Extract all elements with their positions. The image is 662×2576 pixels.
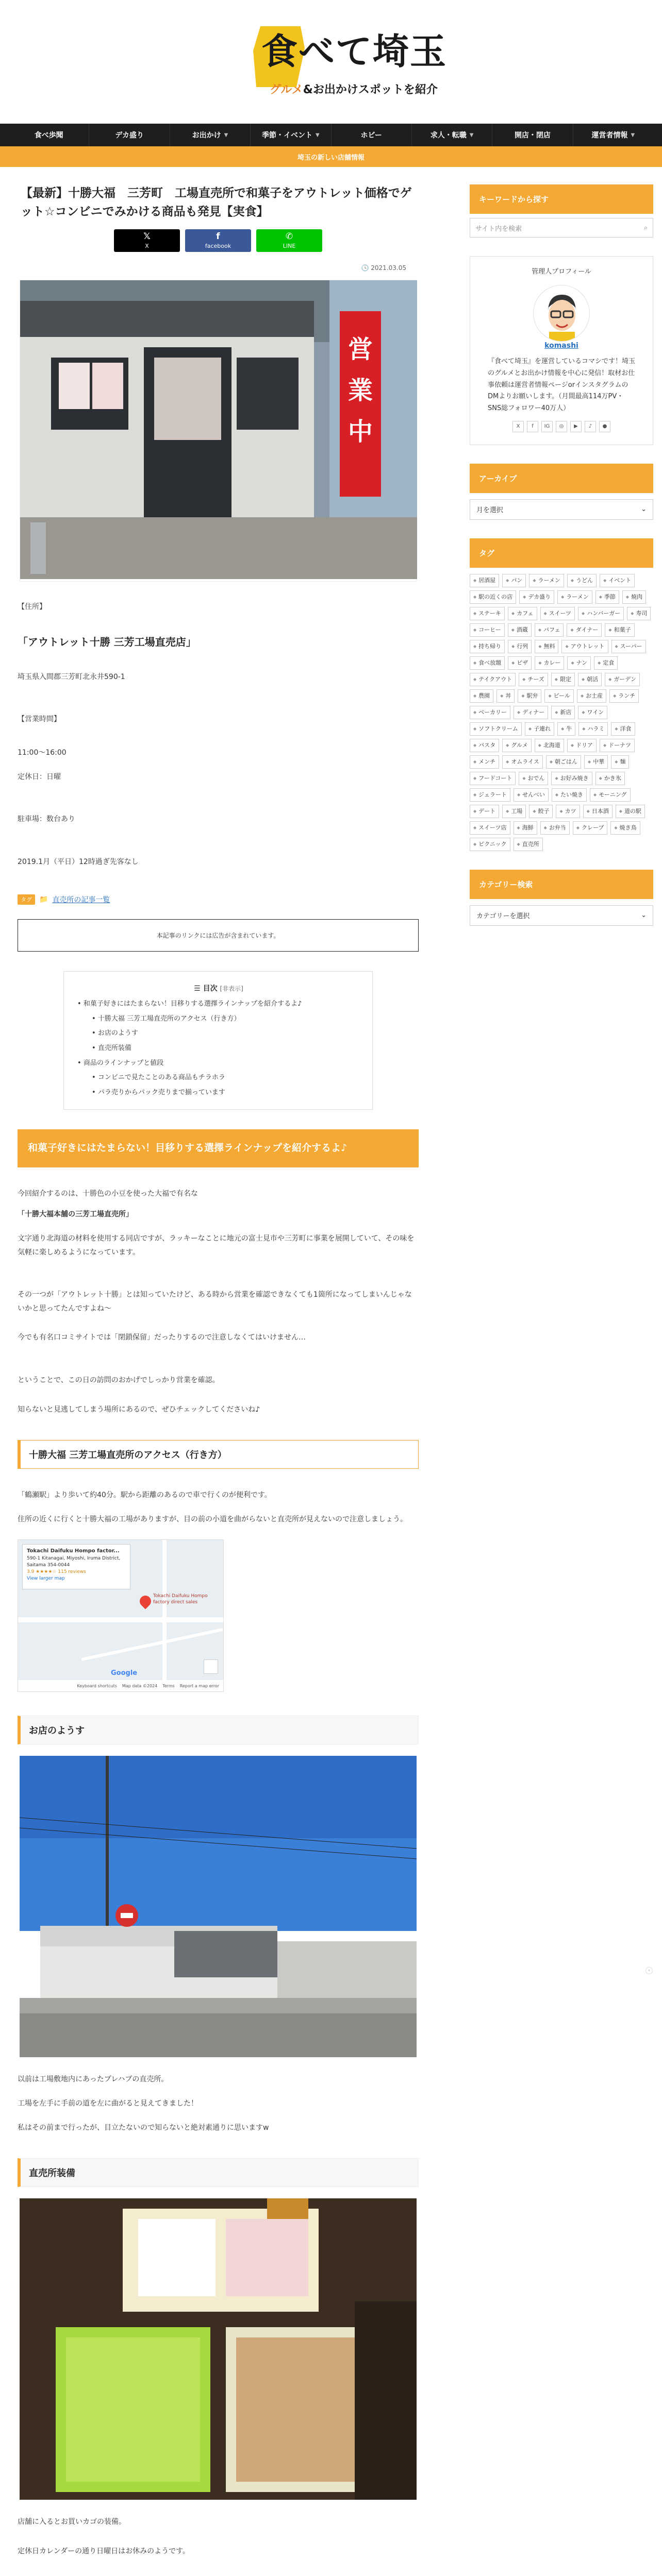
paragraph: 定休日カレンダーの通り日曜日はお休みのようです。 xyxy=(18,2547,190,2555)
profile-title: 管理人プロフィール xyxy=(532,268,591,276)
nav-item-season[interactable]: 季節・イベント ▼ xyxy=(251,124,331,146)
map-pin-icon xyxy=(137,1594,153,1609)
eigyo-sign-char-1: 営 xyxy=(347,335,373,364)
post-date: 🕓 2021.03.05 xyxy=(361,264,406,272)
toc-item[interactable]: 和菓子好きにはたまらない！目移りする選擇ラインナップを紹介するよ♪ xyxy=(83,1000,302,1008)
tag-link[interactable]: ◆ テイクアウト xyxy=(470,673,516,686)
tag-link[interactable]: ◆ ディナー xyxy=(514,706,548,719)
tag-link[interactable]: ◆ オムライス xyxy=(502,755,543,769)
article-title: 【最新】十勝大福 三芳町 工場直売所で和菓子をアウトレット価格でゲット☆コンビニでみかける商品も発見【実食】 xyxy=(21,187,412,218)
toc-item[interactable]: パラ売りからパック売りまで揃っています xyxy=(97,1088,225,1096)
folder-icon: 📁 xyxy=(39,895,48,904)
map-footer: Keyboard shortcuts Map data ©2024 Terms Report a map error xyxy=(18,1680,223,1691)
shop-address: 埼玉県入間郡三芳町北永井590-1 xyxy=(18,672,125,681)
widget-title: タグ xyxy=(470,538,653,568)
tag-link[interactable]: ◆ ダイナー xyxy=(567,623,602,637)
tag-link[interactable]: ◆ チーズ xyxy=(519,673,548,686)
tag-link[interactable]: ◆ パン xyxy=(502,574,526,587)
heading-access: 十勝大福 三芳工場直売所のアクセス（行き方） xyxy=(18,1440,419,1469)
profile-name-link[interactable]: komashi xyxy=(544,342,578,350)
tag-link[interactable]: ◆ 新店 xyxy=(551,706,575,719)
tag-link[interactable]: ◆ 行列 xyxy=(508,640,532,653)
search-widget xyxy=(470,184,653,238)
tag-link[interactable]: ◆ ハラミ xyxy=(578,722,608,736)
tag-link[interactable]: ◆ お弁当 xyxy=(540,821,570,835)
tag-link[interactable]: ◆ モーニング xyxy=(590,788,631,802)
label-address: 【住所】 xyxy=(18,603,46,612)
tag-link[interactable]: ◆ ガーデン xyxy=(605,673,640,686)
facebook-icon[interactable]: f xyxy=(527,421,538,432)
map-larger-link[interactable]: View larger map xyxy=(27,1576,65,1581)
logo-title: 食べて埼玉 xyxy=(261,30,447,73)
tag-link[interactable]: ◆ 駅弁 xyxy=(518,689,541,703)
tag-link[interactable]: ◆ 酒蔵 xyxy=(508,623,532,637)
threads-icon[interactable]: ◎ xyxy=(556,421,567,432)
toc-item[interactable]: コンビニで見たことのある商品もチラホラ xyxy=(97,1074,225,1082)
x-icon: 𝕏 xyxy=(143,231,151,242)
tag-link[interactable]: ◆ ラーメン xyxy=(557,590,592,604)
widget-title: アーカイブ xyxy=(470,464,653,493)
tag-link[interactable]: ◆ カレー xyxy=(535,656,564,670)
nav-item-tabearuki[interactable]: 食べ歩聞 xyxy=(9,124,89,146)
tag-link[interactable]: ◆ 寿司 xyxy=(627,607,651,620)
tag-link[interactable]: ◆ ワイン xyxy=(578,706,607,719)
tag-link[interactable]: ◆ クレープ xyxy=(573,821,608,835)
nav-item-jobs[interactable]: 求人・転職 ▼ xyxy=(412,124,492,146)
category-widget xyxy=(470,870,653,926)
nav-item-dekamori[interactable]: デカ盛り xyxy=(89,124,170,146)
paragraph: その一つが「アウトレット十勝」とは知っていたけど、ある時から営業を確認できなくても1箇所になってしまいんじゃないかと思ってたんですよね〜 xyxy=(18,1291,412,1313)
profile-bio: 『食べて埼玉』を運営しているコマシです！埼玉のグルメとお出かけ情報を中心に発信！取材お仕事依頼は運営者情報ページorインスタグラムのDMよりお願いします。（月間最高114万PV・SNS総フォロワー40万人） xyxy=(488,358,636,412)
tag-link[interactable]: ◆ 餃子 xyxy=(529,805,553,818)
paragraph: 以前は工場敷地内にあったプレハブの直売所。 xyxy=(18,2075,169,2084)
map-road xyxy=(81,1628,223,1661)
tag-link[interactable]: ◆ 持ち帰り xyxy=(470,640,505,653)
list-icon: ☰ xyxy=(194,985,203,993)
facebook-icon: f xyxy=(216,231,220,242)
tag-link[interactable]: ◆ ジェラート xyxy=(470,788,510,802)
hero-photo xyxy=(20,280,417,582)
global-nav xyxy=(0,124,662,146)
paragraph: 住所の近くに行くと十勝大福の工場がありますが、目の前の小道を曲がらないと直売所が見えないので注意しましょう。 xyxy=(18,1515,407,1523)
site-header xyxy=(0,0,662,124)
tag-link[interactable]: ◆ デート xyxy=(470,805,499,818)
paragraph: 私はその前まで行ったが、目立たないので知らないと絶対素通りに思いますw xyxy=(18,2123,269,2132)
affiliate-notice: 本記事のリンクには広告が含まれています。 xyxy=(18,919,419,952)
embedded-map[interactable] xyxy=(18,1539,224,1692)
search-icon[interactable]: ⌕ xyxy=(643,224,648,232)
visit-note: 2019.1月（平日）12時過ぎ先客なし xyxy=(18,857,139,866)
tag-link[interactable]: ◆ イベント xyxy=(600,574,635,587)
toc-item[interactable]: 直売所装備 xyxy=(97,1044,131,1053)
share-facebook-button[interactable]: f facebook xyxy=(185,229,251,252)
toc-item[interactable]: 十勝大福 三芳工場直売所のアクセス（行き方） xyxy=(97,1014,241,1023)
tag-link[interactable]: ◆ メンチ xyxy=(470,755,499,769)
tag-link[interactable]: ◆ 居酒屋 xyxy=(470,574,499,587)
tiktok-icon[interactable]: ♪ xyxy=(585,421,596,432)
instagram-icon[interactable]: IG xyxy=(541,421,553,432)
tag-link[interactable]: ◆ ピザ xyxy=(508,656,532,670)
paragraph: 今でも有名口コミサイトでは「閉鎖保留」だったりするので注意しなくてはいけません… xyxy=(18,1333,306,1342)
tag-widget xyxy=(470,538,653,851)
article xyxy=(9,184,427,2576)
tag-badge: タグ xyxy=(18,894,35,905)
share-x-button[interactable]: 𝕏 X xyxy=(114,229,180,252)
heading-inside: 直売所装備 xyxy=(18,2158,419,2187)
paragraph-bold: 「十勝大福本舗の三芳工場直売所」 xyxy=(18,1210,133,1219)
map-road xyxy=(18,1617,224,1622)
heading-intro: 和菓子好きにはたまらない！目移りする選擇ラインナップを紹介するよ♪ xyxy=(18,1129,419,1167)
chevron-down-icon: ▼ xyxy=(631,132,635,138)
widget-title: キーワードから探す xyxy=(470,184,653,214)
x-icon[interactable]: X xyxy=(512,421,524,432)
paragraph: 「鶴瀬駅」より歩いて約40分。駅から距離のあるので車で行くのが便利です。 xyxy=(18,1491,272,1500)
tag-link[interactable]: ◆ 限定 xyxy=(551,673,575,686)
tag-link[interactable]: ◆ パフェ xyxy=(535,623,564,637)
tag-link[interactable]: ◆ スーパー xyxy=(611,640,646,653)
archive-select[interactable]: 月を選択 ⌄ xyxy=(470,499,653,520)
tag-link[interactable]: ◆ 季節 xyxy=(595,590,619,604)
tag-link[interactable]: ◆ 無料 xyxy=(535,640,558,653)
notice-bar[interactable]: 埼玉の新しい店舗情報 xyxy=(0,146,662,167)
tag-link[interactable]: ◆ ハンバーガー xyxy=(578,607,624,620)
tag-link[interactable]: ◆ 食べ放題 xyxy=(470,656,505,670)
tag-link[interactable]: ◆ グルメ xyxy=(502,739,532,752)
tag-link[interactable]: ◆ 道の駅 xyxy=(616,805,645,818)
tag-link[interactable]: ◆ ナン xyxy=(567,656,591,670)
avatar xyxy=(533,285,590,342)
eigyo-sign-char-3: 中 xyxy=(347,417,373,447)
toc-title: ☰ 目次 [非表示] xyxy=(194,985,243,993)
toc-toggle[interactable]: [非表示] xyxy=(220,985,243,993)
tag-link[interactable]: ◆ 丼 xyxy=(496,689,515,703)
tag-link[interactable]: ◆ うどん xyxy=(567,574,597,587)
tag-link[interactable]: ◆ 麺 xyxy=(611,755,629,769)
tag-line xyxy=(18,894,419,905)
tag-link[interactable]: ◆ ドーナツ xyxy=(600,739,635,752)
archive-widget xyxy=(470,464,653,520)
storefront-photo xyxy=(20,280,417,579)
tag-link[interactable]: ◆ 中華 xyxy=(584,755,608,769)
tag-link[interactable]: ◆ カフェ xyxy=(508,607,537,620)
chevron-down-icon: ▼ xyxy=(224,132,228,138)
tag-link[interactable]: ◆ 牛 xyxy=(557,722,575,736)
tag-link[interactable]: ◆ 朝ごはん xyxy=(546,755,581,769)
tag-link[interactable]: ◆ スイーツ xyxy=(540,607,575,620)
tag-link[interactable]: ◆ デカ盛り xyxy=(519,590,554,604)
tag-link[interactable]: ◆ 工場 xyxy=(502,805,526,818)
label-hours: 【営業時間】 xyxy=(18,715,61,724)
tag-link[interactable]: ◆ 直売所 xyxy=(514,838,543,851)
heading-store: お店のようす xyxy=(18,1716,419,1744)
tag-link[interactable]: ◆ お土産 xyxy=(577,689,606,703)
clock-icon: 🕓 xyxy=(361,264,371,272)
tag-link[interactable]: ◆ ラーメン xyxy=(529,574,564,587)
tag-link[interactable]: ◆ 定食 xyxy=(594,656,618,670)
toc-item[interactable]: 商品のラインナップと値段 xyxy=(83,1059,164,1067)
google-logo: Google xyxy=(111,1669,138,1677)
tag-link[interactable]: ◆ 駅の近くの店 xyxy=(470,590,516,604)
line-icon[interactable]: ● xyxy=(599,421,610,432)
toc-item[interactable]: お店のようす xyxy=(97,1029,138,1038)
tag-link[interactable]: ◆ カツ xyxy=(556,805,580,818)
paragraph: 知らないと見逃してしまう場所にあるので、ぜひチェックしてくださいね♪ xyxy=(18,1405,260,1414)
tag-link[interactable]: ◆ パスタ xyxy=(470,739,499,752)
tag-link[interactable]: ◆ 日本酒 xyxy=(583,805,613,818)
tag-link[interactable]: ◆ ベーカリー xyxy=(470,706,510,719)
chevron-down-icon: ▼ xyxy=(469,132,474,138)
tag-link[interactable]: ◆ ソフトクリーム xyxy=(470,722,522,736)
tag-link[interactable]: 直売所の記事一覧 xyxy=(52,896,110,905)
tag-link[interactable]: ◆ 朝活 xyxy=(578,673,602,686)
shop-parking: 駐車場：数台あり xyxy=(18,815,75,824)
logo-subtitle: グルメ&お出かけスポットを紹介 xyxy=(270,83,438,96)
paragraph: 店舗に入るとお買いカゴの装備。 xyxy=(18,2518,126,2527)
tag-link[interactable]: ◆ ステーキ xyxy=(470,607,505,620)
tag-link[interactable]: ◆ ドリア xyxy=(567,739,597,752)
tag-link[interactable]: ◆ 洋食 xyxy=(611,722,635,736)
share-line-button[interactable]: ✆ LINE xyxy=(256,229,322,252)
paragraph: 今回紹介するのは、十勝色の小豆を使った大福で有名な xyxy=(18,1189,198,1198)
tag-link[interactable]: ◆ アウトレット xyxy=(561,640,608,653)
tag-link[interactable]: ◆ せんべい xyxy=(514,788,549,802)
nav-item-odekake[interactable]: お出かけ ▼ xyxy=(170,124,251,146)
tag-link[interactable]: ◆ 農園 xyxy=(470,689,493,703)
search-input[interactable]: サイト内を検索 ⌕ xyxy=(470,218,653,238)
paragraph: ということで、この日の訪問のおかげでしっかり営業を確認。 xyxy=(18,1376,220,1384)
tag-link[interactable]: ◆ フードコート xyxy=(470,772,516,785)
tag-link[interactable]: ◆ ビール xyxy=(544,689,574,703)
widget-title: カテゴリー検索 xyxy=(470,870,653,899)
sidebar xyxy=(470,184,653,2576)
youtube-icon[interactable]: ▶ xyxy=(570,421,582,432)
paragraph: 工場を左手に手前の道を左に曲がると見えてきました！ xyxy=(18,2099,198,2108)
tag-link[interactable]: ◆ 北海道 xyxy=(535,739,564,752)
basket-photo xyxy=(20,2198,417,2500)
map-fullscreen-button[interactable] xyxy=(204,1659,218,1674)
nav-item-about[interactable]: 運営者情報 ▼ xyxy=(591,131,635,140)
shop-hours: 11:00〜16:00 xyxy=(18,749,67,757)
chevron-down-icon: ⌄ xyxy=(641,505,647,514)
paragraph: 文字通り北海道の材料を使用する同店ですが、ラッキーなことに地元の富士見市や三芳町に事業を展開していて、その味を気軽に楽しめるようになっています。 xyxy=(18,1234,415,1257)
line-icon: ✆ xyxy=(285,231,293,242)
site-logo[interactable] xyxy=(246,23,447,100)
category-select[interactable]: カテゴリーを選択 ⌄ xyxy=(470,905,653,926)
map-pin-label: Tokachi Daifuku Hompo factory direct sales xyxy=(153,1594,208,1605)
table-of-contents xyxy=(63,971,373,1110)
tag-link[interactable]: ◆ 海鮮 xyxy=(514,821,537,835)
chevron-down-icon: ⌄ xyxy=(641,911,647,920)
nav-item-open-close[interactable]: 開店・閉店 xyxy=(492,124,573,146)
eigyo-sign-char-2: 業 xyxy=(347,376,373,405)
tag-link[interactable]: ◆ たい焼き xyxy=(552,788,587,802)
nav-item-hobby[interactable]: ホビー xyxy=(332,124,412,146)
shop-name: 「アウトレット十勝 三芳工場直売店」 xyxy=(18,635,196,648)
profile-widget xyxy=(470,256,653,445)
shop-closed: 定休日：日曜 xyxy=(18,772,61,781)
tag-link[interactable]: ◆ お好み焼き xyxy=(551,772,592,785)
scroll-marker-icon[interactable]: ‹ xyxy=(646,1967,653,1974)
tag-link[interactable]: ◆ 焼き鳥 xyxy=(610,821,640,835)
map-info-card: Tokachi Daifuku Hompo factor... 590-1 Kitanagai, Miyoshi, Iruma District, Saitama 354-0044 3.9 ★★★★☆ 115 reviews View larger map xyxy=(22,1544,130,1589)
tag-link[interactable]: ◆ 和菓子 xyxy=(605,623,634,637)
store-exterior-photo xyxy=(20,1756,417,2057)
map-road xyxy=(162,1540,167,1692)
tag-cloud xyxy=(470,574,653,851)
chevron-down-icon: ▼ xyxy=(315,132,320,138)
tag-link[interactable]: ◆ おでん xyxy=(519,772,548,785)
tag-link[interactable]: ◆ ランチ xyxy=(609,689,639,703)
tag-link[interactable]: ◆ ピクニック xyxy=(470,838,510,851)
tag-link[interactable]: ◆ スイーツ店 xyxy=(470,821,510,835)
tag-link[interactable]: ◆ コーヒー xyxy=(470,623,505,637)
share-buttons xyxy=(18,229,419,252)
tag-link[interactable]: ◆ 子連れ xyxy=(525,722,554,736)
tag-link[interactable]: ◆ 焼肉 xyxy=(622,590,646,604)
tag-link[interactable]: ◆ かき氷 xyxy=(595,772,625,785)
social-links xyxy=(481,421,642,432)
